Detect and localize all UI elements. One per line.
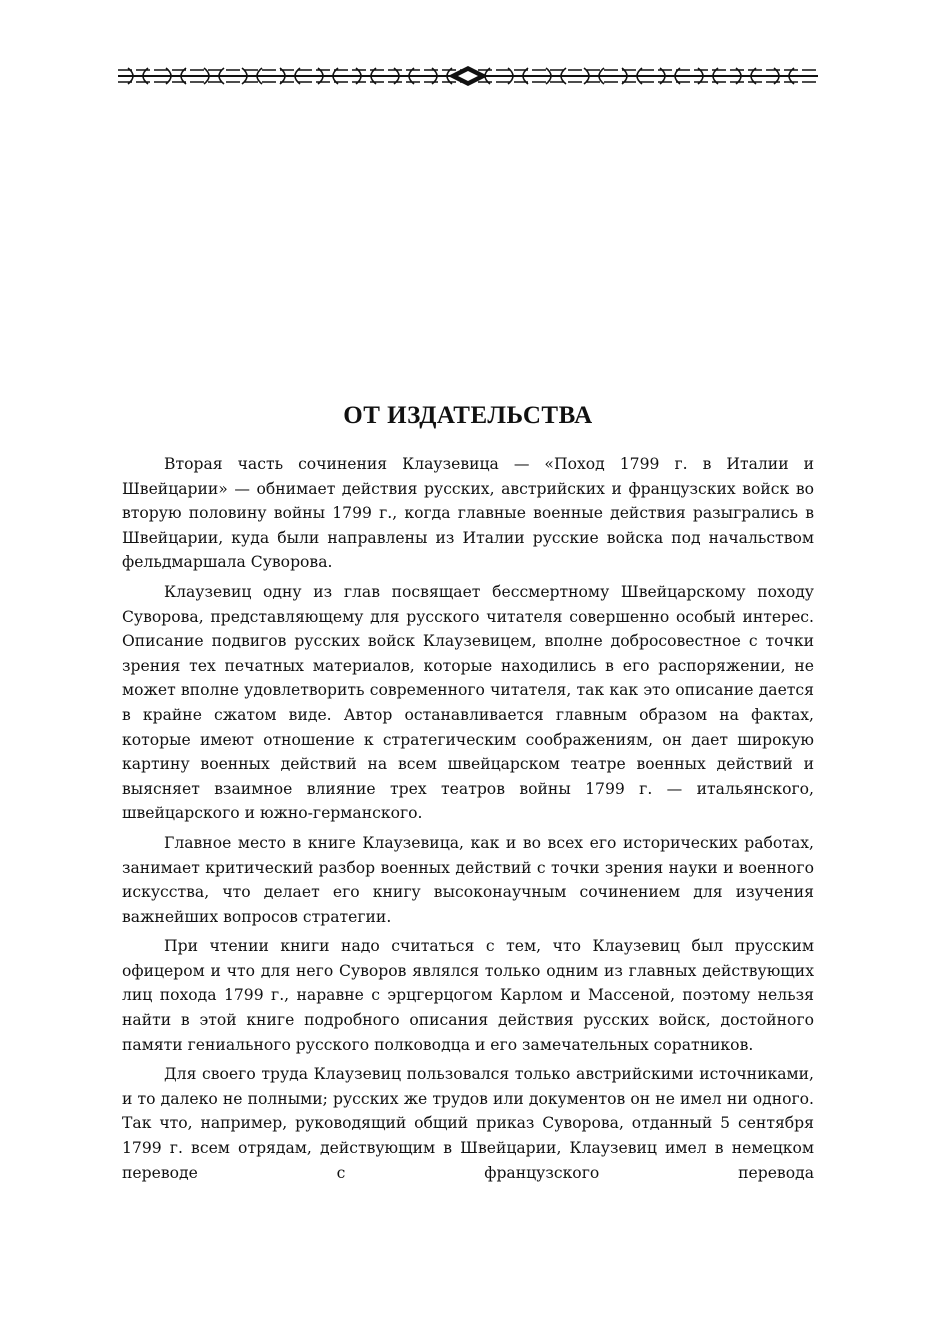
section-heading: ОТ ИЗДАТЕЛЬСТВА [343, 402, 593, 429]
paragraph-2: Клаузевиц одну из глав посвящает бессмертному Швейцарскому походу Суворова, представляющему для русского читателя совершенно особый интерес. Описание подвигов русских войск Клаузевицем, вполне добросовестное с точки зрения тех печатных материалов, которые находились в его распоряжении, не может вполне удовлетворить современного читателя, так как это описание дается в крайне сжатом виде. Автор останавливается главным образом на фактах, которые имеют отношение к стратегическим соображениям, он дает широкую картину военных действий на всем швейцарском театре военных действий и выясняет взаимное влияние трех театров войны 1799 г. — итальянского, швейцарского и южно-германского. [122, 582, 814, 823]
ornament-border-graphic [118, 64, 818, 88]
paragraph-1: Вторая часть сочинения Клаузевица — «Поход 1799 г. в Италии и Швейцарии» — обнимает действия русских, австрийских и французских войск во вторую половину войны 1799 г., когда главные военные действия разыгрались в Швейцарии, куда были направлены из Италии русские войска под начальством фельдмаршала Суворова. [122, 455, 814, 572]
paragraph-4: При чтении книги надо считаться с тем, что Клаузевиц был прусским офицером и что для него Суворов являлся только одним из главных действующих лиц похода 1799 г., наравне с эрцгерцогом Карлом и Массеной, поэтому нельзя найти в этой книге подробного описания действия русских войск, достойного памяти гениального русского полководца и его замечательных соратников. [122, 937, 814, 1054]
body-text [122, 452, 814, 1190]
decorative-header-ornament [118, 64, 818, 88]
paragraph-5: Для своего труда Клаузевиц пользовался только австрийскими источниками, и то далеко не полными; русских же трудов или документов он не имел ни одного. Так что, например, руководящий общий приказ Суворова, отданный 5 сентября 1799 г. всем отрядам, действующим в Швейцарии, Клаузевиц имел в немецком переводе с французского перевода [122, 1065, 814, 1182]
paragraph-3: Главное место в книге Клаузевица, как и во всех его исторических работах, занимает критический разбор военных действий с точки зрения науки и военного искусства, что делает его книгу высоконаучным сочинением для изучения важнейших вопросов стратегии. [122, 833, 814, 926]
